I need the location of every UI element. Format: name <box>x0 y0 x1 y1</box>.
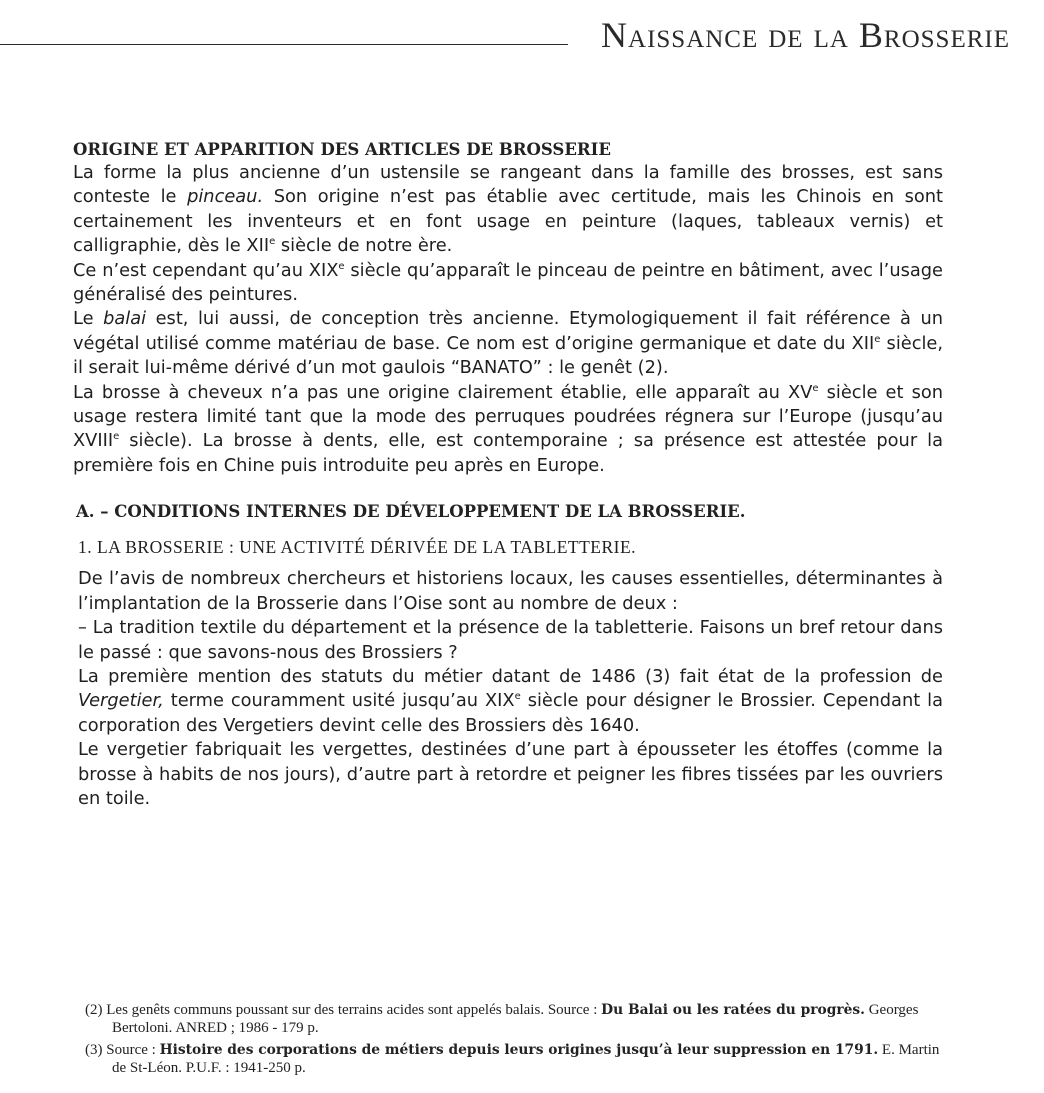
section-heading-conditions: A. – CONDITIONS INTERNES DE DÉVELOPPEMENT DE LA BROSSERIE. <box>76 502 746 522</box>
paragraph-tradition: – La tradition textile du département et la présence de la tabletterie. Faisons un bref retour dans le passé : que savons-nous des Brossiers ? <box>78 617 943 663</box>
footnote-3 <box>85 1041 951 1077</box>
section-heading-origine: ORIGINE ET APPARITION DES ARTICLES DE BROSSERIE <box>73 140 611 159</box>
text-run: siècle). La brosse à dents, elle, est contemporaine ; sa présence est attestée pour la première fois en Chine puis introduite peu après en Europe. <box>73 430 943 476</box>
header-rule <box>0 44 568 45</box>
footnote-source-title: Du Balai ou les ratées du progrès. <box>601 1002 865 1018</box>
text-run: terme couramment usité jusqu’au XIX <box>163 690 515 712</box>
footnote-number: (3) <box>85 1042 103 1058</box>
section-a-body <box>78 567 943 811</box>
text-run: La forme la plus ancienne d’un ustensile se rangeant dans la famille des brosses, est sans conteste le <box>73 162 943 208</box>
text-run: Le <box>73 308 104 330</box>
footnotes <box>85 1001 951 1081</box>
footnote-2 <box>85 1001 951 1037</box>
text-run: est, lui aussi, de conception très ancienne. Etymologiquement il fait référence à un végétal utilisé comme matériau de base. Ce nom est d’origine germanique et date du XII <box>73 308 944 354</box>
paragraph-avis: De l’avis de nombreux chercheurs et historiens locaux, les causes essentielles, déterminantes à l’implantation de la Brosserie dans l’Oise sont au nombre de deux : <box>78 568 943 614</box>
superscript: e <box>874 333 881 345</box>
paragraph-vergetier <box>78 665 943 738</box>
text-run: siècle, il serait lui-même dérivé d’un mot gaulois “BANATO” : le genêt (2). <box>73 332 944 379</box>
text-run: La brosse à cheveux n’a pas une origine clairement établie, elle apparaît au XV <box>73 381 813 403</box>
footnote-text: Source : <box>106 1042 160 1058</box>
footnote-text: E. Martin de St-Léon. P.U.F. : 1941-250 p. <box>112 1042 940 1076</box>
footnote-text: Les genêts communs poussant sur des terrains acides sont appelés balais. Source : <box>106 1002 602 1018</box>
emphasis-vergetier: Vergetier, <box>78 690 164 712</box>
paragraph-pinceau <box>73 161 943 259</box>
main-content <box>73 138 943 811</box>
text-run: siècle de notre ère. <box>275 235 453 257</box>
paragraph-vergettes: Le vergetier fabriquait les vergettes, destinées d’une part à épousseter les étoffes (comme la brosse à habits de nos jours), d’autre part à retordre et peigner les fibres tissées par les ouvriers en toile. <box>78 739 943 809</box>
text-run: siècle qu’apparaît le pinceau de peintre en bâtiment, avec l’usage généralisé des peintures. <box>73 259 943 306</box>
footnote-number: (2) <box>85 1002 103 1018</box>
subsection-heading-tabletterie: 1. LA BROSSERIE : UNE ACTIVITÉ DÉRIVÉE DE LA TABLETTERIE. <box>78 537 637 558</box>
text-run: Ce n’est cependant qu’au XIX <box>73 259 339 281</box>
superscript: e <box>514 691 521 703</box>
text-run: Son origine n’est pas établie avec certitude, mais les Chinois en sont certainement les inventeurs et en font usage en peinture (laques, tableaux vernis) et calligraphie, dès le XII <box>73 186 943 257</box>
paragraph-brosse-cheveux <box>73 381 943 479</box>
text-run: La première mention des statuts du métier datant de 1486 (3) fait état de la profession de <box>78 665 943 687</box>
emphasis-pinceau: pinceau. <box>187 186 264 208</box>
superscript: e <box>338 260 345 272</box>
chapter-title: Naissance de la Brosserie <box>601 15 1010 55</box>
paragraph-balai <box>73 307 943 380</box>
emphasis-balai: balai <box>103 308 147 330</box>
superscript: e <box>269 236 276 248</box>
text-run: siècle et son usage restera limité tant que la mode des perruques poudrées régnera sur l’Europe (jusqu’au XVIII <box>73 381 943 452</box>
superscript: e <box>812 382 819 394</box>
footnote-source-title: Histoire des corporations de métiers depuis leurs origines jusqu’à leur suppression en 1791. <box>159 1042 879 1058</box>
footnote-text: Georges Bertoloni. ANRED ; 1986 - 179 p. <box>112 1002 919 1036</box>
superscript: e <box>113 431 120 443</box>
paragraph-peintre <box>73 259 943 308</box>
text-run: siècle pour désigner le Brossier. Cependant la corporation des Vergetiers devint celle des Brossiers dès 1640. <box>78 690 943 736</box>
